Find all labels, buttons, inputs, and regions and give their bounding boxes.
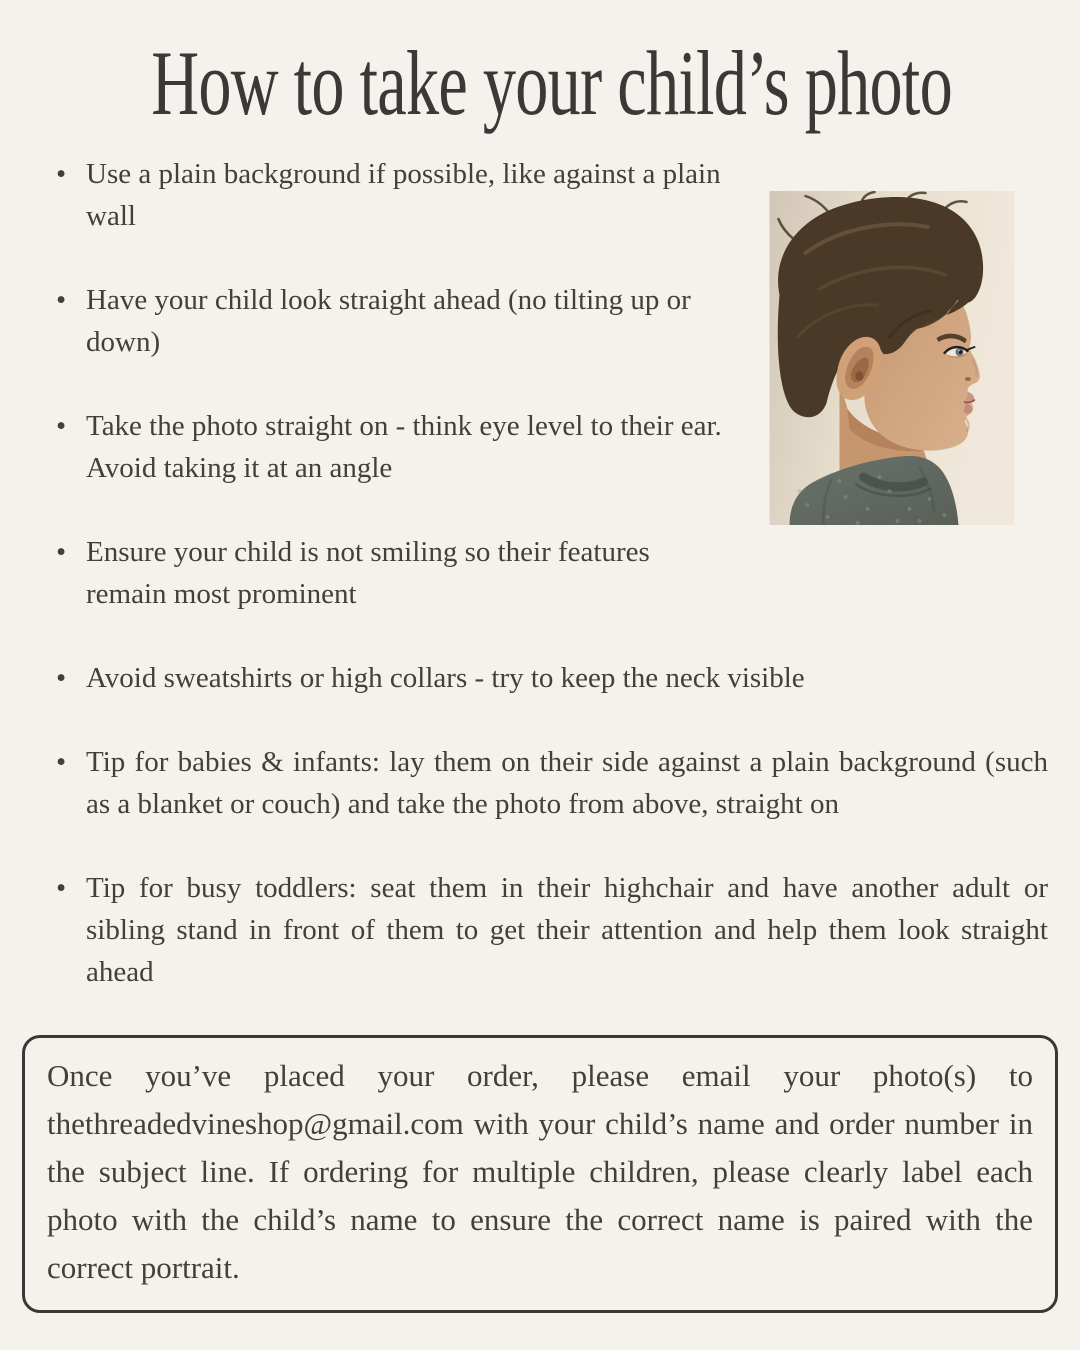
bullet-tip-busy-toddlers: • Tip for busy toddlers: seat them in their highchair and have another adult or sibling stand in front of them to get their attention and help them look straight ahead [48,867,1048,993]
page-title: How to take your child’s photo [151,32,952,134]
email-instructions-box [22,1035,1058,1313]
instruction-list [48,153,1048,993]
bullet-look-straight-ahead: • Have your child look straight ahead (no tilting up or down) [48,279,1048,363]
bullet-avoid-sweatshirts: • Avoid sweatshirts or high collars - try to keep the neck visible [48,657,1048,699]
bullet-tip-babies-infants: • Tip for babies & infants: lay them on their side against a plain background (such as a blanket or couch) and take the photo from above, straight on [48,741,1048,825]
content-area [0,153,1080,993]
bullet-not-smiling: • Ensure your child is not smiling so their features remain most prominent [48,531,1048,615]
email-instructions-text: Once you’ve placed your order, please email your photo(s) to thethreadedvineshop@gmail.com with your child’s name and order number in the subject line. If ordering for multiple children, please clearly label each photo with the child’s name to ensure the correct name is paired with the correct portrait. [47,1057,1033,1285]
bullet-plain-background: • Use a plain background if possible, like against a plain wall [48,153,1048,237]
bullet-eye-level: • Take the photo straight on - think eye level to their ear. Avoid taking it at an angle [48,405,1048,489]
